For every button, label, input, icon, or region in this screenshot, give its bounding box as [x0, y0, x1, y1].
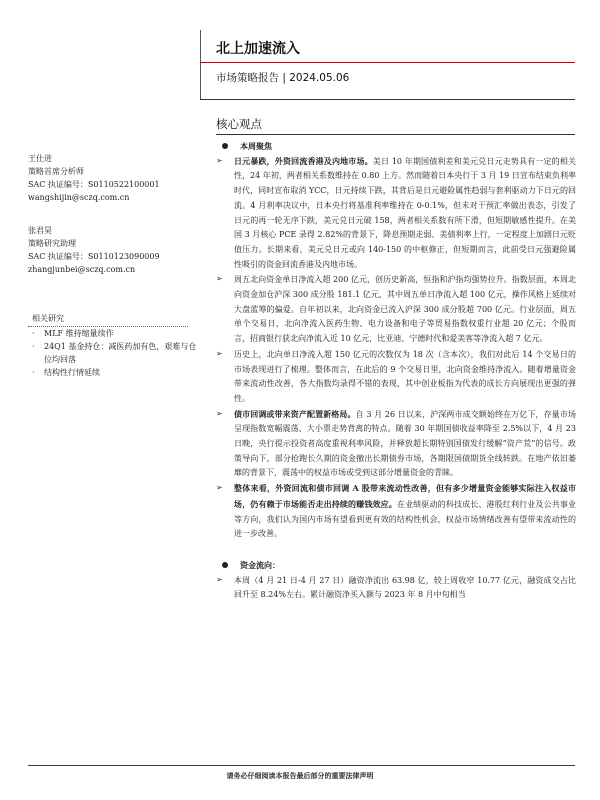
paragraph — [216, 347, 576, 407]
analyst-sidebar — [28, 152, 198, 379]
paragraph-lead: 债市回调或带来资产配置新格局。 — [234, 408, 356, 419]
header-rule — [200, 62, 575, 63]
paragraph-text: 本周（4 月 21 日-4 月 27 日）融资净流出 63.98 亿，较上周收窄 10.77 亿元，融资成交占比回升至 8.24%左右。累计融资净买入额与 2023 年 8 月中旬相当 — [234, 575, 576, 600]
paragraph-text: 历史上，北向单日净流入超 150 亿元的次数仅为 18 次（含本次），我们对此后 14 个交易日的市场表现进行了梳理。整体而言，在此后的 9 个交易日里，北向资金维持净流入。随着增量资金带来流动性改善，各大指数均录得不错的表现，其中创业板指为代表的成长方向展现出更强的弹性。 — [234, 349, 576, 403]
paragraph-lead: 整体来看，外资回流和债市回调 A 股带来流动性改善，但有多少增量资金能够实际注入权益市场，仍有赖于市场能否走出持续的赚钱效应。 — [234, 483, 576, 509]
related-research-list — [28, 327, 198, 379]
section-rule — [216, 134, 575, 135]
report-subtitle: 市场策略报告 | 2024.05.06 — [216, 72, 350, 84]
focus-heading-text: 本周聚焦 — [240, 141, 272, 151]
paragraph — [216, 154, 576, 273]
arrow-bullet-icon: ➢ — [216, 574, 223, 584]
arrow-bullet-icon: ➢ — [216, 348, 223, 358]
arrow-bullet-icon: ➢ — [216, 483, 223, 493]
paragraph — [216, 481, 576, 542]
header-rule-thin — [200, 99, 575, 100]
section-title: 核心观点 — [216, 117, 262, 131]
report-title: 北上加速流入 — [216, 41, 300, 57]
paragraph-lead: 日元暴跌，外资回流香港及内地市场。 — [234, 155, 373, 166]
related-research-item[interactable]: · 24Q1 基金持仓：减医药加有色，艰难与仓位均回落 — [32, 340, 198, 366]
analyst-role: 策略研究助理 — [28, 239, 76, 248]
focus-heading — [216, 139, 576, 154]
analyst-name: 王仕进 — [28, 154, 52, 163]
related-research-item[interactable]: · MLF 维持缩量续作 — [32, 327, 198, 340]
paragraph — [216, 573, 576, 603]
arrow-bullet-icon: ➢ — [216, 408, 223, 418]
header-divider-vertical — [200, 30, 201, 100]
footer-rule — [28, 765, 575, 766]
related-research-item[interactable]: · 结构性行情延续 — [32, 366, 198, 379]
paragraph-text: 周五北向资金单日净流入超 200 亿元，创历史新高，恒指和沪指均强势拉升。指数层面，本周北向资金加仓沪深 300 成分股 181.1 亿元，其中周五单日净流入超 100 亿元，操作风格上延续对大盘蓝筹的偏爱。自年初以来，北向资金已流入沪深 300 成分股超 700 亿元。行业层面，周五单个交易日，北向净流入医药生物、电力设备和电子等贸易指数权重行业超 20 亿元；个股而言，招商银行获北向净流入近 10 亿元，比亚迪、宁德时代和爱美客等净流入超 7 亿元。 — [234, 275, 576, 344]
analyst-role: 策略首席分析师 — [28, 167, 84, 176]
paragraph — [216, 272, 576, 347]
analyst-block — [28, 224, 198, 276]
analyst-block — [28, 152, 198, 204]
arrow-bullet-icon: ➢ — [216, 274, 223, 284]
legal-notice[interactable]: 请务必仔细阅读本报告最后部分的重要法律声明 — [226, 771, 374, 780]
analyst-sac: SAC 执证编号：S0110123090009 — [28, 252, 160, 261]
bullet-icon — [222, 143, 228, 149]
analyst-email[interactable]: zhangjunbei@sczq.com.cn — [28, 265, 136, 274]
related-research-title: 相关研究 — [32, 314, 64, 323]
analyst-email[interactable]: wangshijin@sczq.com.cn — [28, 193, 130, 202]
capital-heading-text: 资金流向： — [240, 559, 280, 570]
arrow-bullet-icon: ➢ — [216, 155, 223, 165]
analyst-name: 张君昊 — [28, 226, 52, 235]
main-content — [216, 137, 576, 603]
paragraph-text: 在业绩驱动的科技成长、港股红利行业及公共事业等方向，我们认为国内市场有望看到更有效的结构性机会，权益市场情绪改善有望带来流动性的进一步改善。 — [234, 499, 577, 539]
bullet-icon — [222, 562, 228, 568]
paragraph-text: 美日 10 年期国债利差和美元兑日元走势具有一定的相关性，24 年初，两者相关系数维持在 0.80 上方。然而随着日本央行于 3 月 19 日宣布结束负利率时代，同时宣布取消 YCC，日元持续下跌，其背后是日元避险属性趋弱与套利驱动力下日元的回流。4 月利率决议中，日本央行将基准利率维持在 0-0.1%，但未对干预汇率做出表态，引发了日元的再一轮无序下跌，美元兑日元破 158，两者相关系数有所下滑，但短期敏感性提升。在美国 3 月核心 PCE 录得 2.82%的背景下，降息预期走弱、美债利率上行，一定程度上加剧日元贬值压力。长期来看，美元兑日元或向 140-150 的中枢修正，但短期而言，此前受日元强避险属性吸引的资金回流香港及内地市场。 — [234, 156, 577, 269]
paragraph — [216, 407, 576, 482]
paragraph-text: 自 3 月 26 日以来，沪深两市成交额始终在万亿下，存量市场呈现指数宽幅震荡、大小票走势背离的特点。随着 30 年期国债收益率降至 2.5%以下，4 月 23 日晚，央行提示投资者高度重视利率风险，并释放超长期特别国债发行缓解“资产荒”的信号。政策导向下，部分抢跑长久期的资金撤出长期债券市场，各期限国债期货全线转跌。在地产依旧萎靡的背景下，震荡中的权益市场或受到这部分增量资金的青睐。 — [234, 409, 576, 478]
analyst-sac: SAC 执证编号：S0110522100001 — [28, 180, 160, 189]
capital-heading — [216, 558, 576, 573]
